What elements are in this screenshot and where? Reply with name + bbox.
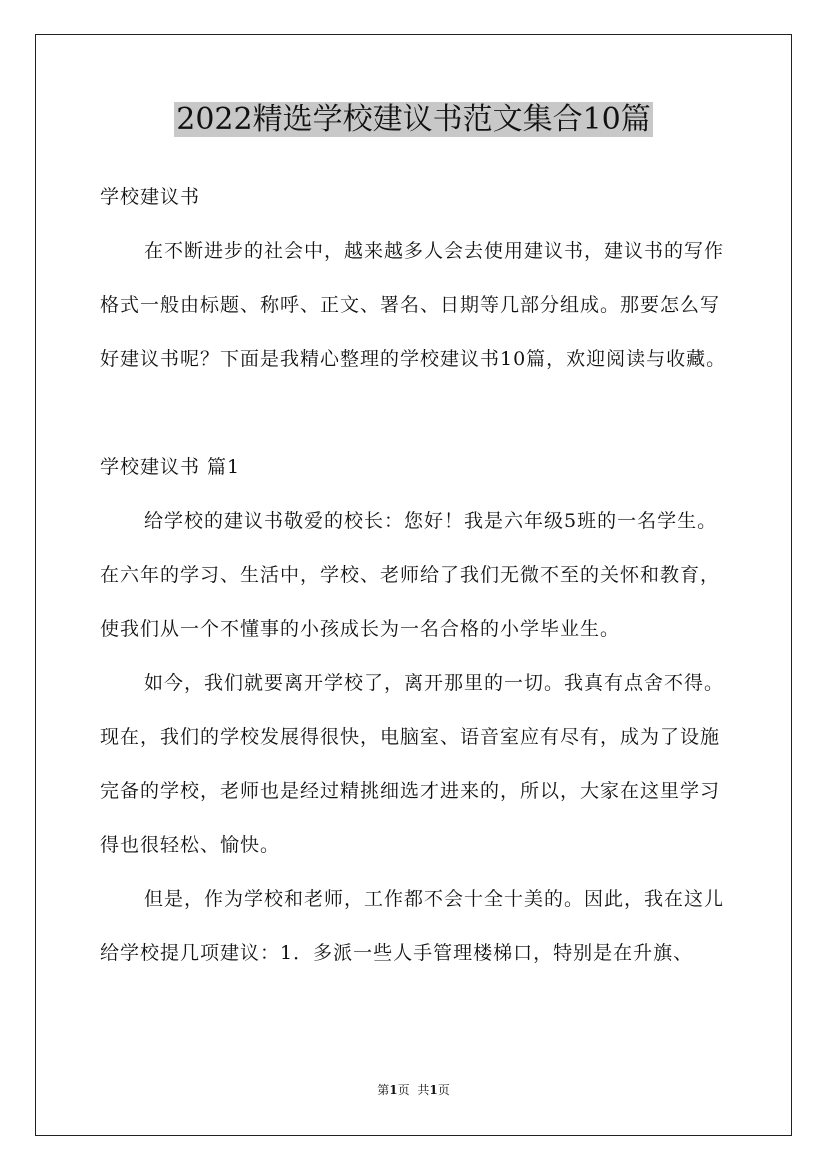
section-1-paragraph: 如今，我们就要离开学校了，离开那里的一切。我真有点舍不得。现在，我们的学校发展得很快，电脑室、语音室应有尽有，成为了设施完备的学校，老师也是经过精挑细选才进来的，所以，大家在这里学习得也很轻松、愉快。: [100, 672, 725, 856]
document-body: [100, 170, 730, 980]
section-1-paragraph: 但是，作为学校和老师，工作都不会十全十美的。因此，我在这儿给学校提几项建议：1．多派一些人手管理楼梯口，特别是在升旗、: [100, 888, 725, 964]
page-suffix: 页: [397, 1083, 410, 1097]
section-spacer: [100, 386, 730, 440]
intro-heading: 学校建议书: [100, 186, 201, 208]
intro-paragraph: 在不断进步的社会中，越来越多人会去使用建议书，建议书的写作格式一般由标题、称呼、正文、署名、日期等几部分组成。那要怎么写好建议书呢？下面是我精心整理的学校建议书10篇，欢迎阅读与收藏。: [100, 240, 727, 370]
page-footer: [0, 1082, 827, 1098]
section-1-paragraph: 给学校的建议书敬爱的校长：您好！我是六年级5班的一名学生。在六年的学习、生活中，学校、老师给了我们无微不至的关怀和教育，使我们从一个不懂事的小孩成长为一名合格的小学毕业生。: [100, 510, 721, 640]
total-prefix: 共: [417, 1083, 430, 1097]
page-prefix: 第: [377, 1083, 390, 1097]
total-suffix: 页: [437, 1083, 450, 1097]
document-title: [0, 100, 827, 140]
section-1-heading: 学校建议书 篇1: [100, 456, 241, 478]
document-title-text: 2022精选学校建议书范文集合10篇: [176, 102, 651, 137]
page-number: 1: [389, 1083, 398, 1097]
total-pages: 1: [429, 1083, 438, 1097]
